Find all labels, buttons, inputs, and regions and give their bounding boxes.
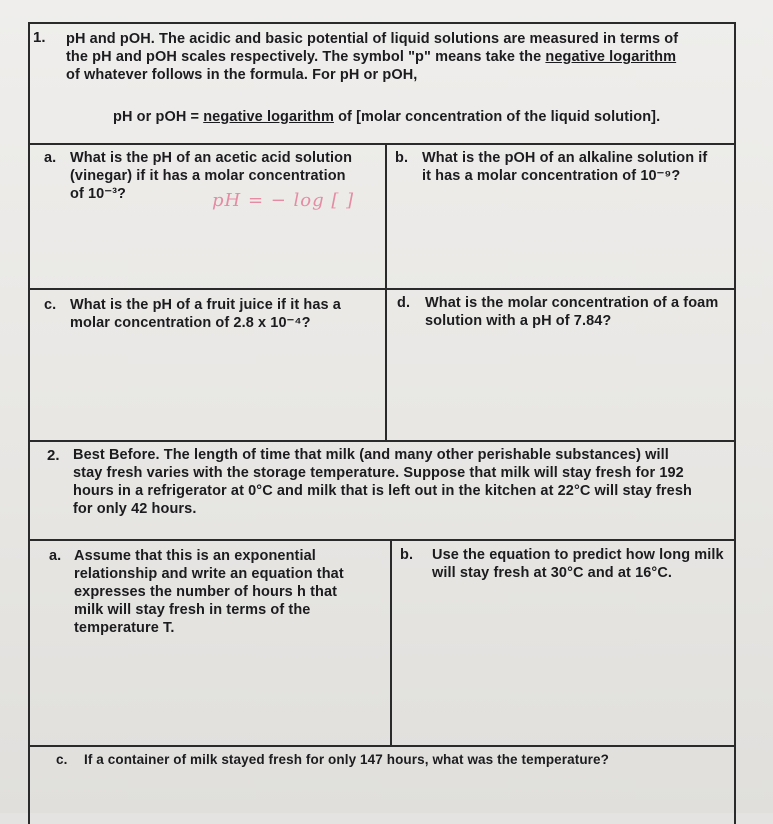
q1-intro-line1: The acidic and basic potential of liquid solutions are measured in terms of	[159, 31, 679, 47]
q1-intro-line2: the pH and pOH scales respectively. The symbol "p" means take the	[66, 49, 546, 65]
q2c-prompt: If a container of milk stayed fresh for only 147 hours, what was the temperature?	[84, 752, 609, 767]
q1d-label: d.	[397, 295, 411, 311]
q2a-line2: relationship and write an equation that	[74, 566, 344, 582]
q2b-prompt	[432, 546, 732, 582]
q2b-label: b.	[400, 547, 414, 563]
q2a-line1: Assume that this is an exponential	[74, 548, 316, 564]
q2a-label: a.	[49, 548, 62, 564]
q1c-line2: molar concentration of 2.8 x 10⁻⁴?	[70, 315, 311, 331]
q1c-label: c.	[44, 297, 57, 313]
q1-formula-rhs: of [molar concentration of the liquid solution].	[333, 109, 661, 125]
q1c-answer-area[interactable]	[32, 336, 382, 438]
q1c-line1: What is the pH of a fruit juice if it has a	[70, 297, 341, 313]
q2-line4: for only 42 hours.	[73, 501, 197, 517]
q2a-answer-area[interactable]	[32, 648, 387, 743]
q1-formula-lhs: pH or pOH =	[113, 109, 204, 125]
rule-q1-row2-bottom	[28, 440, 734, 442]
rule-q1-header-bottom	[28, 143, 734, 145]
q1d-line2: solution with a pH of 7.84?	[425, 313, 612, 329]
q2a-prompt	[74, 547, 386, 637]
rule-q2-header-bottom	[28, 539, 734, 541]
q2b-answer-area[interactable]	[395, 590, 730, 743]
q2-line1: The length of time that milk (and many other perishable substances) will	[163, 447, 669, 463]
q2-line2: stay fresh varies with the storage temperature. Suppose that milk will stay fresh for 192	[73, 465, 684, 481]
q1-intro-underline: negative logarithm	[545, 49, 677, 65]
q1b-line1: What is the pOH of an alkaline solution if	[422, 150, 708, 166]
q1b-label: b.	[395, 150, 409, 166]
q2-title: Best Before.	[73, 447, 160, 463]
q2a-line4: milk will stay fresh in terms of the	[74, 602, 311, 618]
q1-number: 1.	[33, 29, 46, 46]
q1b-line2: it has a molar concentration of 10⁻⁹?	[422, 168, 681, 184]
rule-q1-row1-bottom	[28, 288, 734, 290]
rule-q2-row1-bottom	[28, 745, 734, 747]
q1c-prompt	[70, 296, 380, 332]
q1a-line1: What is the pH of an acetic acid solution	[70, 150, 353, 166]
bleed-through-text	[470, 4, 473, 18]
q1d-prompt	[425, 294, 735, 330]
q1-title: pH and pOH.	[66, 31, 155, 47]
q2c-answer-area[interactable]	[32, 772, 730, 812]
q1d-answer-area[interactable]	[390, 336, 730, 438]
q2c-label: c.	[56, 752, 68, 767]
q1-intro-line3: of whatever follows in the formula. For pH or pOH,	[66, 67, 418, 83]
q1d-line1: What is the molar concentration of a foam	[425, 295, 719, 311]
rule-q2-column-divider	[390, 539, 392, 745]
q1a-handwritten-answer: pH = − log [ ]	[212, 190, 355, 211]
rule-q1-column-divider	[385, 143, 387, 440]
q1a-answer-area[interactable]	[32, 218, 382, 286]
q2b-line1: Use the equation to predict how long milk	[432, 547, 724, 563]
q2a-line3: expresses the number of hours h that	[74, 584, 338, 600]
q1-formula-underline: negative logarithm	[203, 109, 334, 125]
q2-number: 2.	[47, 447, 60, 464]
q1a-line2: (vinegar) if it has a molar concentration	[70, 168, 346, 184]
q1-intro	[66, 30, 726, 84]
q2a-line5: temperature T.	[74, 620, 175, 636]
q2b-line2: will stay fresh at 30°C and at 16°C.	[432, 565, 673, 581]
q1b-prompt	[422, 149, 732, 185]
q1b-answer-area[interactable]	[390, 190, 730, 286]
q1-formula	[113, 108, 723, 126]
q2-line3: hours in a refrigerator at 0°C and milk that is left out in the kitchen at 22°C will stay fresh	[73, 483, 692, 499]
q1a-label: a.	[44, 150, 57, 166]
q1a-line3: of 10⁻³?	[70, 186, 126, 202]
q2-intro	[73, 446, 733, 518]
